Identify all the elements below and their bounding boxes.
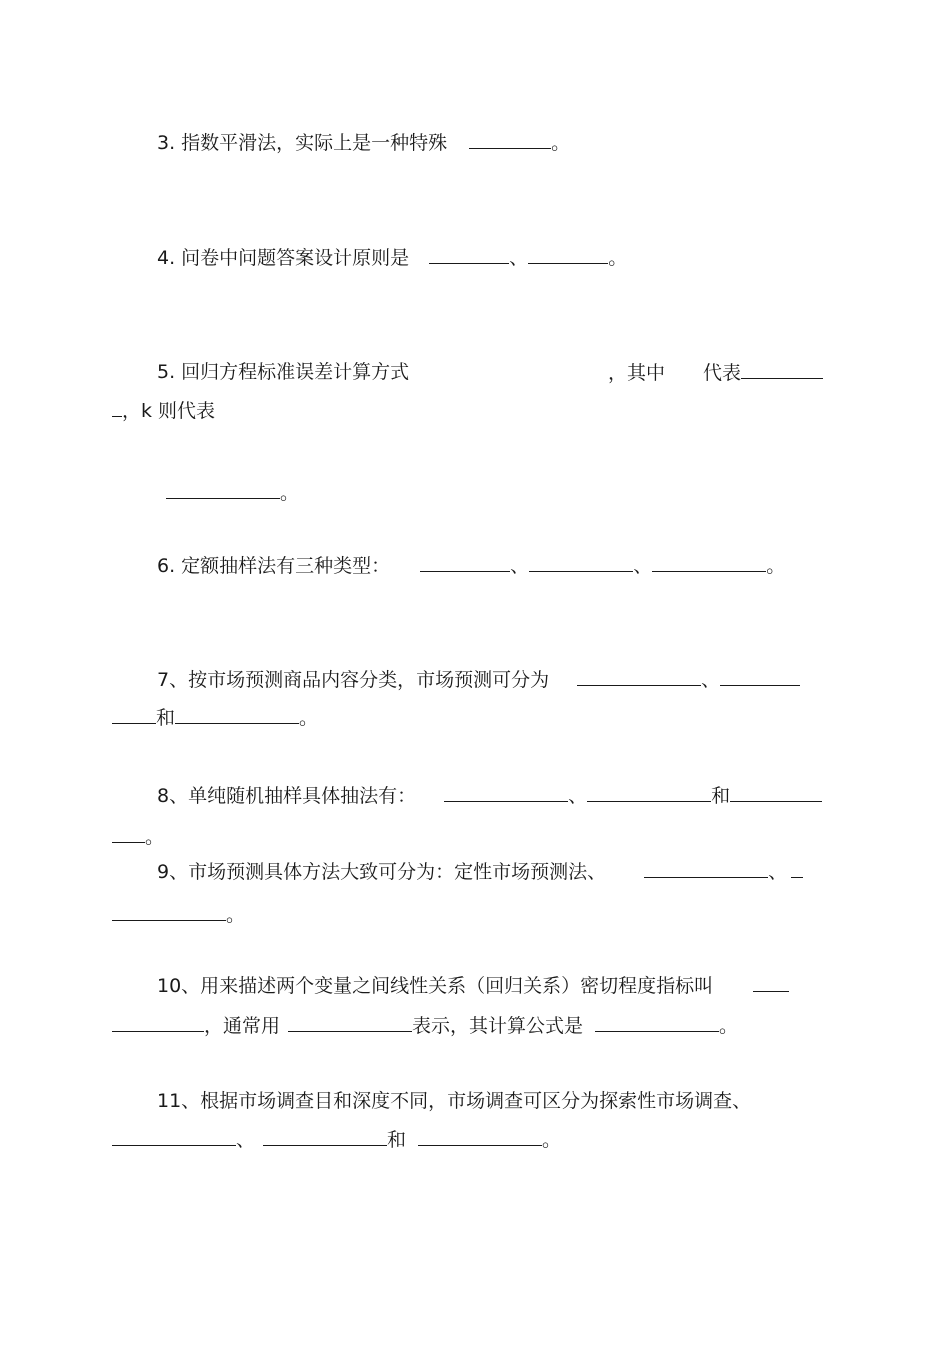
- punctuation: 、: [236, 1129, 256, 1151]
- question-text: 4. 问卷中问题答案设计原则是: [157, 247, 410, 269]
- punctuation: 。: [542, 1129, 562, 1151]
- answer-blank[interactable]: [418, 1127, 542, 1146]
- answer-blank[interactable]: [429, 245, 509, 264]
- question-text: ，通常用: [204, 1015, 281, 1037]
- question-text: 10、用来描述两个变量之间线性关系（回归关系）密切程度指标叫: [157, 975, 714, 997]
- answer-blank[interactable]: [652, 553, 766, 572]
- punctuation: 。: [299, 707, 319, 729]
- question-text: 和: [156, 707, 176, 729]
- answer-blank[interactable]: [730, 783, 822, 802]
- question-5-line-2: [112, 398, 215, 422]
- answer-blank[interactable]: [469, 130, 551, 149]
- question-6: [157, 553, 785, 577]
- answer-blank[interactable]: [166, 480, 280, 499]
- answer-blank[interactable]: [791, 859, 803, 878]
- answer-blank[interactable]: [420, 553, 510, 572]
- answer-blank[interactable]: [112, 824, 145, 843]
- answer-blank[interactable]: [577, 667, 701, 686]
- question-8-line-2: [112, 824, 164, 848]
- answer-blank[interactable]: [112, 705, 156, 724]
- punctuation: 。: [766, 555, 786, 577]
- punctuation: 、: [633, 555, 653, 577]
- answer-blank[interactable]: [644, 859, 768, 878]
- question-text: ，其中: [608, 362, 666, 384]
- question-5-line-3: [166, 480, 299, 504]
- punctuation: 、: [510, 555, 530, 577]
- answer-blank[interactable]: [112, 902, 226, 921]
- punctuation: 、: [701, 669, 721, 691]
- answer-blank[interactable]: [753, 973, 789, 992]
- question-text: 9、市场预测具体方法大致可分为：定性市场预测法、: [157, 861, 607, 883]
- answer-blank[interactable]: [595, 1013, 719, 1032]
- question-text: 和: [711, 785, 731, 807]
- answer-blank[interactable]: [587, 783, 711, 802]
- question-text: 11、根据市场调查目和深度不同，市场调查可区分为探索性市场调查、: [157, 1090, 752, 1112]
- answer-blank[interactable]: [112, 398, 122, 417]
- question-text: ，k 则代表: [122, 400, 216, 422]
- answer-blank[interactable]: [263, 1127, 387, 1146]
- answer-blank[interactable]: [112, 1013, 204, 1032]
- punctuation: 、: [768, 861, 788, 883]
- question-9-line-2: [112, 902, 245, 926]
- punctuation: 。: [719, 1015, 739, 1037]
- question-8-line-1: [157, 783, 822, 807]
- punctuation: 、: [509, 247, 529, 269]
- question-11-line-1: [157, 1089, 751, 1113]
- answer-blank[interactable]: [741, 360, 823, 379]
- question-text: 6. 定额抽样法有三种类型：: [157, 555, 391, 577]
- question-text: 表示，其计算公式是: [412, 1015, 584, 1037]
- question-11-line-2: [112, 1127, 561, 1151]
- punctuation: 。: [608, 247, 628, 269]
- question-text: 5. 回归方程标准误差计算方式: [157, 361, 410, 383]
- question-9-line-1: [157, 859, 803, 883]
- punctuation: 、: [568, 785, 588, 807]
- question-7-line-2: [112, 705, 318, 729]
- answer-blank[interactable]: [112, 1127, 236, 1146]
- answer-blank[interactable]: [288, 1013, 412, 1032]
- answer-blank[interactable]: [720, 667, 800, 686]
- punctuation: 。: [145, 826, 165, 848]
- question-10-line-2: [112, 1013, 738, 1037]
- punctuation: 。: [280, 482, 300, 504]
- answer-blank[interactable]: [175, 705, 299, 724]
- question-text: 7、按市场预测商品内容分类，市场预测可分为: [157, 669, 550, 691]
- question-text: 8、单纯随机抽样具体抽法有：: [157, 785, 417, 807]
- question-text: 和: [387, 1129, 407, 1151]
- question-text: 代表: [703, 362, 742, 384]
- question-3: [157, 130, 570, 154]
- answer-blank[interactable]: [444, 783, 568, 802]
- question-text: 3. 指数平滑法，实际上是一种特殊: [157, 132, 448, 154]
- answer-blank[interactable]: [529, 553, 633, 572]
- question-5-line-1b: [608, 360, 823, 384]
- question-4: [157, 245, 627, 269]
- punctuation: 。: [551, 132, 571, 154]
- answer-blank[interactable]: [528, 245, 608, 264]
- punctuation: 。: [226, 904, 246, 926]
- question-7-line-1: [157, 667, 800, 691]
- question-5-line-1: [157, 360, 409, 384]
- question-10-line-1: [157, 973, 789, 997]
